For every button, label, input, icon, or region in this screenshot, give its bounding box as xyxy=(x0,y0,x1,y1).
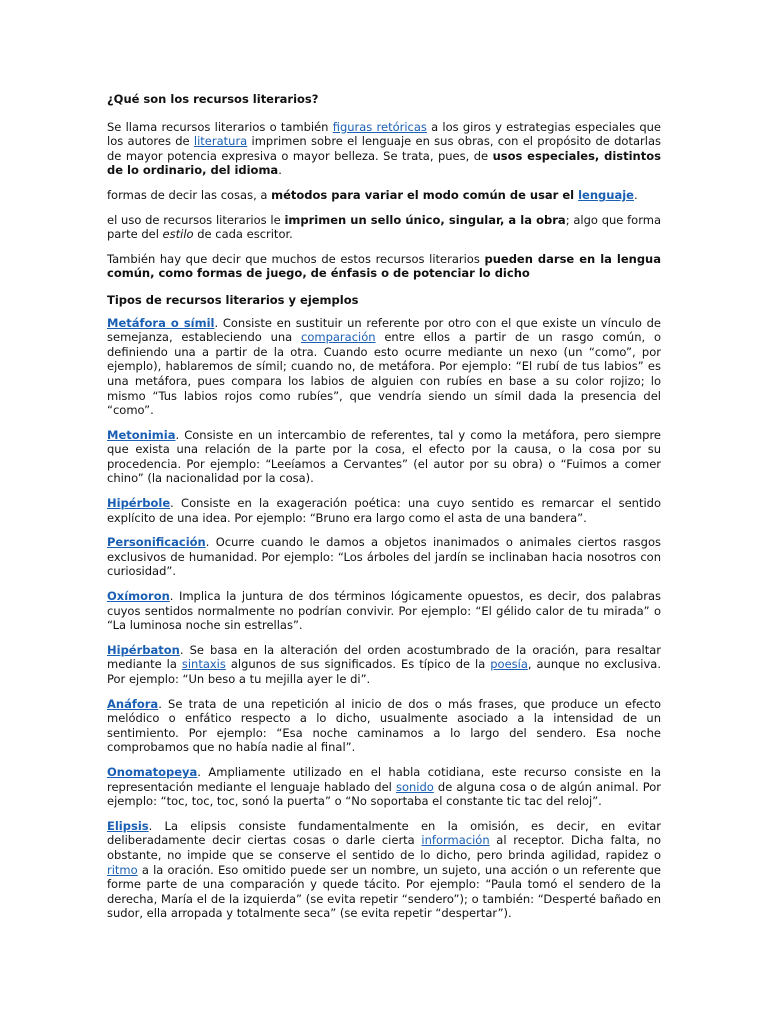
term-metafora[interactable]: Metáfora o símil xyxy=(107,315,215,330)
text: entre ellos a partir de un rasgo común, o definiendo una a partir de la otra. Cuando esto ocurre mediante un nexo (un “como”, por ejemplo), hablaremos de símil; cuando no, de metáfora. Por ejemplo: “El rubí de tus labios” es una metáfora, pues compara los labios de alguien con rubíes en base a su color rojizo; lo mismo “Tus labios rojos como rubíes”, que vendría siendo un símil dada la presencia del “como”. xyxy=(107,330,661,418)
term-elipsis[interactable]: Elipsis xyxy=(107,818,149,833)
text: de cada escritor. xyxy=(193,227,293,242)
text: a la oración. Eso omitido puede ser un nombre, un sujeto, una acción o un referente que forme parte de una comparación y quede tácito. Por ejemplo: “Paula tomó el sendero de la derecha, María el de la izquierda” (se evita repetir “sendero”); o también: “Desperté bañado en sudor, ella arropada y totalmente seca” (se evita repetir “despertar”). xyxy=(107,862,661,921)
term-hiperbaton[interactable]: Hipérbaton xyxy=(107,642,180,657)
term-anafora[interactable]: Anáfora xyxy=(107,696,159,711)
text: ; algo que forma parte del xyxy=(107,212,661,242)
text: . Ampliamente utilizado en el habla cotidiana, este recurso consiste en la representación mediante el lenguaje hablado del xyxy=(107,764,661,794)
text: . Consiste en un intercambio de referentes, tal y como la metáfora, pero siempre que exista una relación de la parte por la cosa, el efecto por la causa, o la cosa por su procedencia. Por ejemplo: “Leeíamos a Cervantes” (el autor por su obra) o “Fuimos a comer chino” (la nacionalidad por la cosa). xyxy=(107,427,661,486)
link-figuras-retoricas[interactable]: figuras retóricas xyxy=(332,119,427,134)
link-comparacion[interactable]: comparación xyxy=(301,330,376,345)
text: al receptor. Dicha falta, no obstante, no impide que se conserve el sentido de lo dicho, pero brinda agilidad, rapidez o xyxy=(107,833,661,862)
italic-text: estilo xyxy=(162,227,194,242)
text: imprimen sobre el lenguaje en sus obras, con el propósito de dotarlas de mayor potencia expresiva o mayor belleza. Se trata, pues, de xyxy=(107,134,661,163)
text: a los giros y estrategias especiales que los autores de xyxy=(107,119,661,149)
paragraph-formas xyxy=(107,188,661,203)
entry-onomatopeya xyxy=(107,765,661,809)
entry-elipsis xyxy=(107,819,661,921)
bold-text: pueden darse en la lengua común, como formas de juego, de énfasis o de potenciar lo dicho xyxy=(107,251,661,281)
term-hiperbole[interactable]: Hipérbole xyxy=(107,496,171,511)
entry-hiperbole xyxy=(107,496,661,525)
bold-text: usos especiales, distintos de lo ordinario, del idioma xyxy=(107,148,661,178)
bold-text xyxy=(271,188,634,202)
page-title: ¿Qué son los recursos literarios? xyxy=(107,92,319,106)
text: . Consiste en la exageración poética: una cuyo sentido es remarcar el sentido explícito de una idea. Por ejemplo: “Bruno era largo como el asta de una bandera”. xyxy=(107,496,661,525)
link-ritmo[interactable]: ritmo xyxy=(107,862,138,877)
text: algunos de sus significados. Es típico de la xyxy=(225,657,491,672)
text: También hay que decir que muchos de estos recursos literarios xyxy=(107,251,485,266)
text: . Se trata de una repetición al inicio de dos o más frases, que produce un efecto melódico o enfático respecto a lo dicho, usualmente asociado a la intensidad de un sentimiento. Por ejemplo: “Esa noche caminamos a lo largo del sendero. Esa noche comprobamos que no había nadie al final”. xyxy=(107,696,661,755)
text: . Ocurre cuando le damos a objetos inanimados o animales ciertos rasgos exclusivos de humanidad. Por ejemplo: “Los árboles del jardín se inclinaban hacia nosotros con curiosidad”. xyxy=(107,535,661,579)
link-informacion[interactable]: información xyxy=(421,833,490,848)
term-metonimia[interactable]: Metonimia xyxy=(107,427,176,442)
text: métodos para variar el modo común de usar el xyxy=(271,187,579,202)
entry-oximoron xyxy=(107,589,661,633)
term-oximoron[interactable]: Oxímoron xyxy=(107,589,170,604)
bold-text: imprimen un sello único, singular, a la obra xyxy=(284,212,566,227)
intro-paragraph xyxy=(107,120,661,178)
text: . Consiste en sustituir un referente por otro con el que existe un vínculo de semejanza, estableciendo una xyxy=(107,315,661,345)
text: . xyxy=(278,163,282,178)
link-sintaxis[interactable]: sintaxis xyxy=(181,657,226,672)
text: . xyxy=(633,187,638,202)
text: Se llama recursos literarios o también xyxy=(107,119,333,134)
paragraph-lengua-comun xyxy=(107,252,661,281)
term-onomatopeya[interactable]: Onomatopeya xyxy=(107,764,198,779)
term-personificacion[interactable]: Personificación xyxy=(107,535,206,550)
text: . Implica la juntura de dos términos lógicamente opuestos, es decir, dos palabras cuyos sentidos normalmente no podrían convivir. Por ejemplo: “El gélido calor de tu mirada” o “La luminosa noche sin estrellas”. xyxy=(107,589,661,633)
paragraph-sello xyxy=(107,213,661,242)
link-literatura[interactable]: literatura xyxy=(193,134,248,149)
text: . Se basa en la alteración del orden acostumbrado de la oración, para resaltar mediante la xyxy=(107,642,661,672)
text: formas de decir las cosas, a xyxy=(107,187,272,202)
text: de alguna cosa o de algún animal. Por ejemplo: “toc, toc, toc, sonó la puerta” o “No soportaba el constante tic tac del reloj”. xyxy=(107,779,661,809)
document-body xyxy=(107,92,661,931)
entry-personificacion xyxy=(107,535,661,579)
link-lenguaje[interactable]: lenguaje xyxy=(578,187,634,202)
text: . La elipsis consiste fundamentalmente en la omisión, es decir, en evitar deliberadamente decir ciertas cosas o darle cierta xyxy=(107,818,661,848)
entry-hiperbaton xyxy=(107,643,661,687)
text: el uso de recursos literarios le xyxy=(107,212,285,227)
text: , aunque no exclusiva. Por ejemplo: “Un beso a tu mejilla ayer le di”. xyxy=(107,657,661,686)
entry-metafora xyxy=(107,316,661,418)
entry-metonimia xyxy=(107,428,661,486)
link-sonido[interactable]: sonido xyxy=(395,779,434,794)
link-poesia[interactable]: poesía xyxy=(490,657,528,672)
section-subtitle: Tipos de recursos literarios y ejemplos xyxy=(107,292,359,307)
entry-anafora xyxy=(107,697,661,755)
